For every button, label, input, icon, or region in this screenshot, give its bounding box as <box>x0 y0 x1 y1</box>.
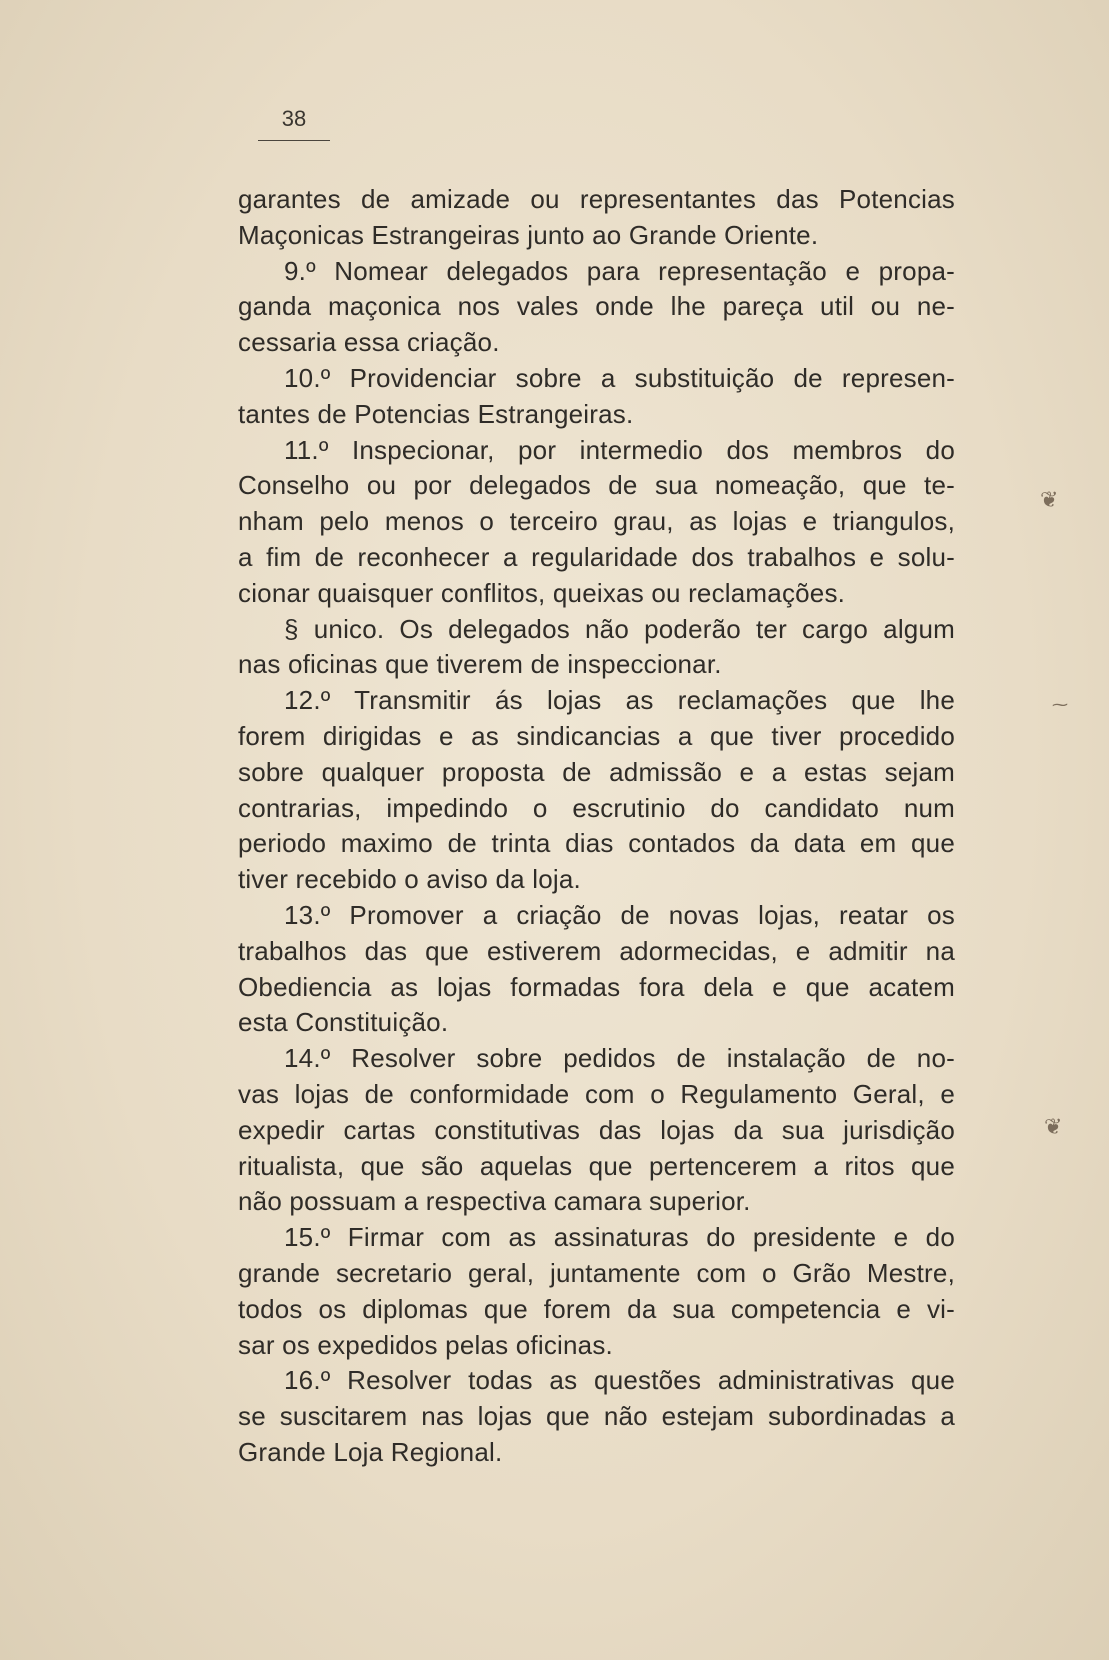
text-line: garantes de amizade ou representantes das Potencias <box>238 184 955 214</box>
text-line: grande secretario geral, juntamente com o Grão Mestre, <box>238 1257 955 1288</box>
text-line: tiver recebido o aviso da loja. <box>238 864 581 895</box>
body-text <box>238 182 955 1471</box>
text-line: trabalhos das que estiverem adormecidas, e admitir na <box>238 935 955 966</box>
text-line: se suscitarem nas lojas que não estejam subordinadas a <box>238 1401 955 1432</box>
text-line: tantes de Potencias Estrangeiras. <box>238 398 634 429</box>
text-line: cionar quaisquer conflitos, queixas ou reclamações. <box>238 577 846 608</box>
text-line: expedir cartas constitutivas das lojas da sua jurisdição <box>238 1114 955 1145</box>
text-line: Maçonicas Estrangeiras junto ao Grande Oriente. <box>238 219 819 250</box>
text-line: vas lojas de conformidade com o Regulamento Geral, e <box>238 1078 955 1109</box>
text-line: a fim de reconhecer a regularidade dos trabalhos e solu- <box>238 541 955 572</box>
text-line: 14.º Resolver sobre pedidos de instalação de no- <box>284 1043 955 1074</box>
text-line: nham pelo menos o terceiro grau, as lojas e triangulos, <box>238 506 955 537</box>
text-line: Grande Loja Regional. <box>238 1436 503 1467</box>
text-line: ritualista, que são aquelas que pertencerem a ritos que <box>238 1150 955 1181</box>
text-line: § unico. Os delegados não poderão ter cargo algum <box>284 613 955 644</box>
text-line: 12.º Transmitir ás lojas as reclamações que lhe <box>284 685 955 716</box>
text-line: ganda maçonica nos vales onde lhe pareça util ou ne- <box>238 291 955 322</box>
text-line: 16.º Resolver todas as questões administrativas que <box>284 1365 955 1396</box>
ink-stain-mark: ❦ <box>1044 1115 1063 1140</box>
text-line: não possuam a respectiva camara superior. <box>238 1186 751 1217</box>
text-line: 9.º Nomear delegados para representação e propa- <box>284 255 955 286</box>
text-line: Conselho ou por delegados de sua nomeação, que te- <box>238 470 955 501</box>
text-line: 15.º Firmar com as assinaturas do presidente e do <box>284 1222 955 1253</box>
ink-stain-mark: ❦ <box>1040 488 1059 513</box>
text-line: 13.º Promover a criação de novas lojas, reatar os <box>284 899 955 930</box>
text-line: periodo maximo de trinta dias contados da data em que <box>238 828 955 859</box>
text-line: contrarias, impedindo o escrutinio do candidato num <box>238 792 955 823</box>
text-line: sobre qualquer proposta de admissão e a estas sejam <box>238 756 955 787</box>
text-line: 11.º Inspecionar, por intermedio dos membros do <box>284 434 955 465</box>
page-number: 38 <box>258 106 330 141</box>
text-line: forem dirigidas e as sindicancias a que tiver procedido <box>238 720 955 751</box>
text-line: Obediencia as lojas formadas fora dela e que acatem <box>238 971 955 1002</box>
text-line: nas oficinas que tiverem de inspeccionar. <box>238 649 722 680</box>
ink-stain-mark: ⁓ <box>1052 695 1068 714</box>
text-line: cessaria essa criação. <box>238 327 500 358</box>
text-line: sar os expedidos pelas oficinas. <box>238 1329 613 1360</box>
text-line: esta Constituição. <box>238 1007 449 1038</box>
text-line: 10.º Providenciar sobre a substituição de represen- <box>284 362 955 393</box>
text-line: todos os diplomas que forem da sua competencia e vi- <box>238 1293 955 1324</box>
